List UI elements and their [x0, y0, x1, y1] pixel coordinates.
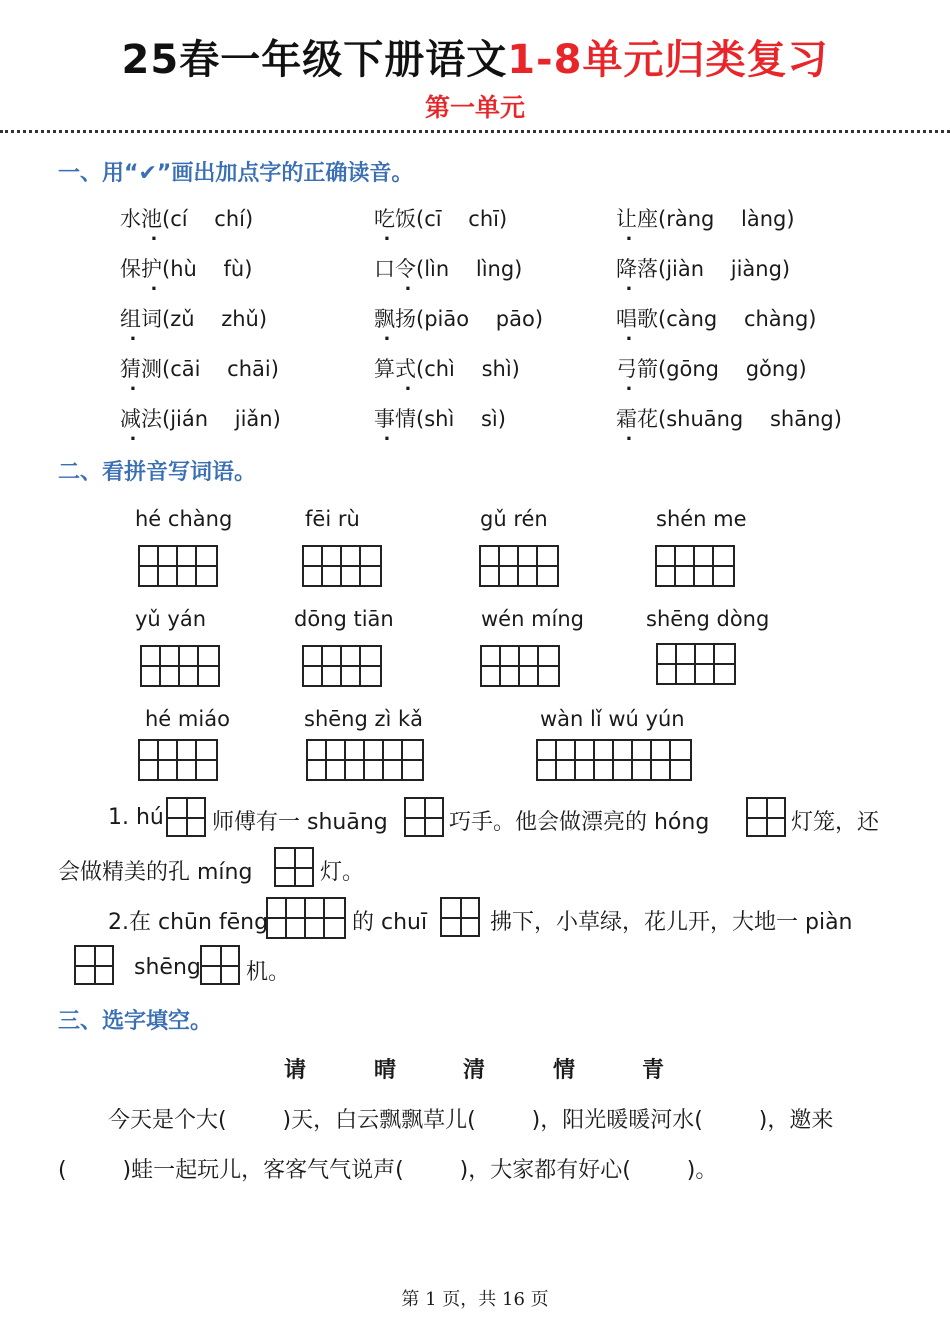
dotted-char: 弓 — [616, 357, 637, 381]
page-number: 第 1 页，共 16 页 — [401, 1289, 549, 1310]
writing-grid[interactable] — [306, 739, 424, 781]
writing-grid[interactable] — [536, 739, 692, 781]
pinyin-label: wàn lǐ wú yún — [540, 707, 685, 731]
pinyin-options[interactable]: (jián jiǎn) — [162, 407, 281, 431]
word-char: 花 — [637, 407, 658, 431]
sentence1-text: 会做精美的孔 míng — [58, 860, 253, 885]
pinyin-label: shén me — [656, 507, 747, 531]
pinyin-options[interactable]: (hù fù) — [162, 257, 253, 281]
word-char: 测 — [141, 357, 162, 381]
word-char: 法 — [141, 407, 162, 431]
pronunciation-item[interactable] — [374, 203, 507, 233]
dotted-char: 式 — [395, 357, 416, 381]
pronunciation-item[interactable] — [374, 253, 522, 283]
pronunciation-item[interactable] — [120, 403, 281, 433]
word-char: 保 — [120, 257, 141, 281]
pinyin-label: fēi rù — [305, 507, 360, 531]
word-char: 口 — [374, 257, 395, 281]
writing-grid[interactable] — [655, 545, 735, 587]
pinyin-options[interactable]: (gōng gǒng) — [658, 357, 807, 381]
pronunciation-item[interactable] — [120, 253, 252, 283]
dotted-char: 霜 — [616, 407, 637, 431]
pinyin-options[interactable]: (cí chí) — [162, 207, 254, 231]
pinyin-options[interactable]: (jiàn jiàng) — [658, 257, 791, 281]
sentence1-text: 灯。 — [320, 860, 365, 885]
word-char: 座 — [637, 207, 658, 231]
dotted-char: 组 — [120, 307, 141, 331]
dotted-char: 唱 — [616, 307, 637, 331]
pinyin-label: gǔ rén — [480, 507, 548, 531]
dotted-char: 护 — [141, 257, 162, 281]
pinyin-label: hé chàng — [135, 507, 233, 531]
pinyin-options[interactable]: (zǔ zhǔ) — [162, 307, 268, 331]
fill-sentence-line: ( )蛙一起玩儿，客客气气说声( )，大家都有好心( )。 — [58, 1158, 718, 1183]
dotted-char: 令 — [395, 257, 416, 281]
writing-grid[interactable] — [302, 545, 382, 587]
pronunciation-item[interactable] — [120, 303, 267, 333]
word-char: 水 — [120, 207, 141, 231]
title-main: 25春一年级下册语文 — [121, 37, 508, 83]
pronunciation-item[interactable] — [374, 353, 520, 383]
writing-grid[interactable] — [140, 645, 220, 687]
word-char: 饭 — [395, 207, 416, 231]
pinyin-options[interactable]: (chì shì) — [416, 357, 520, 381]
sentence2-text: 机。 — [246, 960, 291, 985]
pinyin-label: shēng dòng — [646, 607, 770, 631]
unit-subtitle: 第一单元 — [424, 93, 525, 122]
word-char: 词 — [141, 307, 162, 331]
pinyin-label: hé miáo — [145, 707, 230, 731]
writing-grid[interactable] — [480, 645, 560, 687]
sentence2-text: 2.在 chūn fēng — [108, 910, 269, 935]
word-char: 扬 — [395, 307, 416, 331]
pinyin-options[interactable]: (piāo pāo) — [416, 307, 544, 331]
sentence2-text: 的 chuī — [352, 910, 428, 935]
pronunciation-item[interactable] — [616, 303, 817, 333]
dotted-char: 降 — [616, 257, 637, 281]
answer-cell[interactable] — [74, 945, 114, 985]
sentence1-text: 师傅有一 shuāng — [212, 810, 388, 835]
answer-cell[interactable] — [440, 897, 480, 937]
fill-sentence-line: 今天是个大( )天，白云飘飘草儿( )，阳光暖暖河水( )，邀来 — [108, 1108, 834, 1133]
word-char: 情 — [395, 407, 416, 431]
page-title — [0, 28, 950, 85]
dotted-char: 事 — [374, 407, 395, 431]
pinyin-options[interactable]: (càng chàng) — [658, 307, 817, 331]
writing-grid[interactable] — [138, 545, 218, 587]
pronunciation-item[interactable] — [120, 203, 253, 233]
pinyin-label: shēng zì kǎ — [304, 707, 424, 731]
pinyin-options[interactable]: (cī chī) — [416, 207, 508, 231]
writing-grid[interactable] — [138, 739, 218, 781]
pinyin-label: dōng tiān — [294, 607, 394, 631]
word-char: 箭 — [637, 357, 658, 381]
answer-cell[interactable] — [746, 797, 786, 837]
writing-grid[interactable] — [266, 897, 346, 939]
dotted-char: 减 — [120, 407, 141, 431]
word-char: 算 — [374, 357, 395, 381]
pinyin-options[interactable]: (lìn lìng) — [416, 257, 523, 281]
word-char: 歌 — [637, 307, 658, 331]
sentence2-text: shēng — [134, 955, 201, 980]
pinyin-options[interactable]: (ràng làng) — [658, 207, 795, 231]
writing-grid[interactable] — [479, 545, 559, 587]
answer-cell[interactable] — [404, 797, 444, 837]
section3-title: 三、选字填空。 — [58, 1009, 213, 1034]
dotted-char: 猜 — [120, 357, 141, 381]
answer-cell[interactable] — [200, 945, 240, 985]
dotted-char: 飘 — [374, 307, 395, 331]
pronunciation-item[interactable] — [374, 403, 506, 433]
choice-char: 请 — [284, 1058, 307, 1083]
choice-char: 晴 — [374, 1058, 397, 1083]
choice-char: 情 — [553, 1058, 576, 1083]
pinyin-label: wén míng — [481, 607, 585, 631]
section1-title: 一、用“✔”画出加点字的正确读音。 — [58, 161, 414, 186]
choice-char: 清 — [463, 1058, 486, 1083]
sentence1-text: 灯笼，还 — [791, 810, 880, 835]
pronunciation-item[interactable] — [374, 303, 543, 333]
section2-title: 二、看拼音写词语。 — [58, 460, 257, 485]
writing-grid[interactable] — [302, 645, 382, 687]
pinyin-options[interactable]: (shuāng shāng) — [658, 407, 842, 431]
dotted-char: 吃 — [374, 207, 395, 231]
pinyin-options[interactable]: (shì sì) — [416, 407, 506, 431]
pronunciation-item[interactable] — [616, 253, 790, 283]
dotted-char: 池 — [141, 207, 162, 231]
sentence2-text: 拂下，小草绿，花儿开，大地一 piàn — [490, 910, 853, 935]
title-highlight: 1-8单元归类复习 — [507, 37, 829, 83]
pronunciation-item[interactable] — [616, 353, 807, 383]
pinyin-options[interactable]: (cāi chāi) — [162, 357, 279, 381]
pronunciation-item[interactable] — [616, 403, 842, 433]
dotted-divider — [0, 130, 950, 133]
dotted-char: 让 — [616, 207, 637, 231]
writing-grid[interactable] — [656, 643, 736, 685]
choice-char: 青 — [642, 1058, 665, 1083]
pinyin-label: yǔ yán — [135, 607, 207, 631]
pronunciation-item[interactable] — [616, 203, 795, 233]
pronunciation-item[interactable] — [120, 353, 279, 383]
sentence1-text: 巧手。他会做漂亮的 hóng — [449, 810, 710, 835]
word-char: 落 — [637, 257, 658, 281]
answer-cell[interactable] — [274, 847, 314, 887]
sentence1-text: 1. hú — [108, 805, 164, 830]
answer-cell[interactable] — [166, 797, 206, 837]
